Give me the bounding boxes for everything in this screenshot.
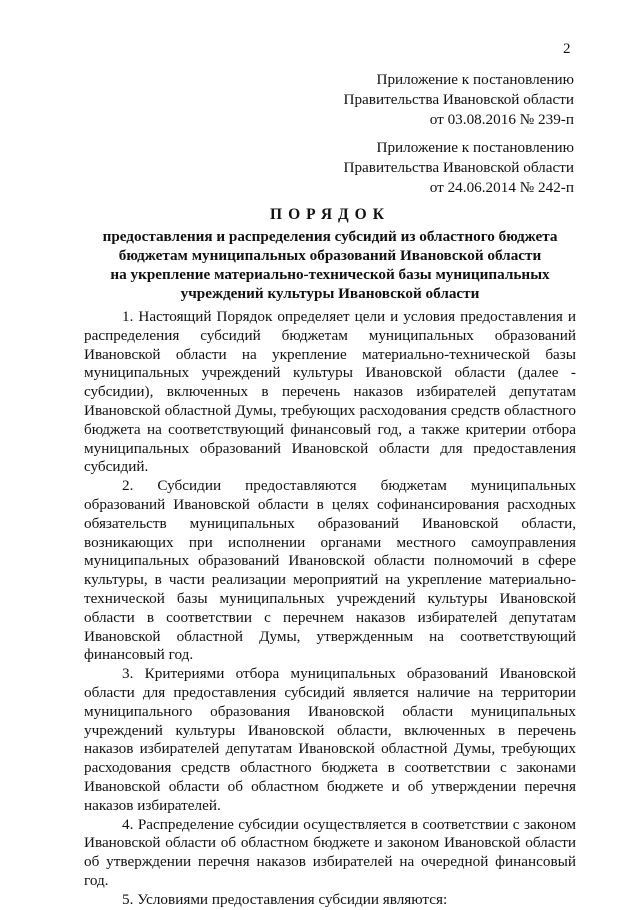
appendix-note-original	[274, 138, 574, 198]
document-subtitle-line: бюджетам муниципальных образований Ивановской области	[118, 247, 542, 264]
appendix-note-current	[274, 70, 574, 130]
page-number: 2	[563, 41, 571, 57]
paragraph-1: 1. Настоящий Порядок определяет цели и условия предоставления и распределения субсидий бюджетам муниципальных образований Ивановской области на укрепление материально-технической базы муниципальных учреждений культуры Ивановской области (далее - субсидии), включенных в перечень наказов избирателей депутатам Ивановской областной Думы, требующих расходования средств областного бюджета на соответствующий финансовый год, а также критерии отбора муниципальных образований Ивановской области для предоставления субсидий.	[84, 308, 576, 476]
document-title: ПОРЯДОК	[270, 206, 390, 223]
appendix-line: от 03.08.2016 № 239-п	[429, 111, 574, 128]
document-subtitle-line: учреждений культуры Ивановской области	[180, 285, 480, 302]
document-body	[84, 308, 576, 910]
appendix-line: Правительства Ивановской области	[343, 159, 574, 176]
document-subtitle-line: на укрепление материально-технической базы муниципальных	[110, 266, 550, 283]
paragraph-5: 5. Условиями предоставления субсидии являются:	[122, 890, 448, 908]
appendix-line: от 24.06.2014 № 242-п	[429, 179, 574, 196]
paragraph-3: 3. Критериями отбора муниципальных образований Ивановской области для предоставления субсидий является наличие на территории муниципального образования Ивановской области муниципальных учреждений культуры Ивановской области, включенных в перечень наказов избирателей депутатам Ивановской областной Думы, требующих расходования средств областного бюджета в соответствии с законами Ивановской области об областном бюджете и об утверждении перечня наказов избирателей.	[84, 665, 576, 814]
appendix-line: Приложение к постановлению	[376, 139, 574, 156]
paragraph-2: 2. Субсидии предоставляются бюджетам муниципальных образований Ивановской области в целях софинансирования расходных обязательств муниципальных образований Ивановской области, возникающих при исполнении органами местного самоуправления муниципальных образований Ивановской области полномочий в сфере культуры, в части реализации мероприятий на укрепление материально-технической базы муниципальных учреждений культуры Ивановской области в соответствии с перечнем наказов избирателей депутатам Ивановской областной Думы, утвержденным на соответствующий финансовый год.	[84, 477, 576, 664]
paragraph-4: 4. Распределение субсидии осуществляется в соответствии с законом Ивановской области об областном бюджете и законом Ивановской области об утверждении перечня наказов избирателей на очередной финансовый год.	[84, 815, 576, 889]
appendix-line: Приложение к постановлению	[376, 71, 574, 88]
document-subtitle-line: предоставления и распределения субсидий из областного бюджета	[102, 228, 558, 245]
document-heading	[84, 204, 576, 303]
appendix-line: Правительства Ивановской области	[343, 91, 574, 108]
